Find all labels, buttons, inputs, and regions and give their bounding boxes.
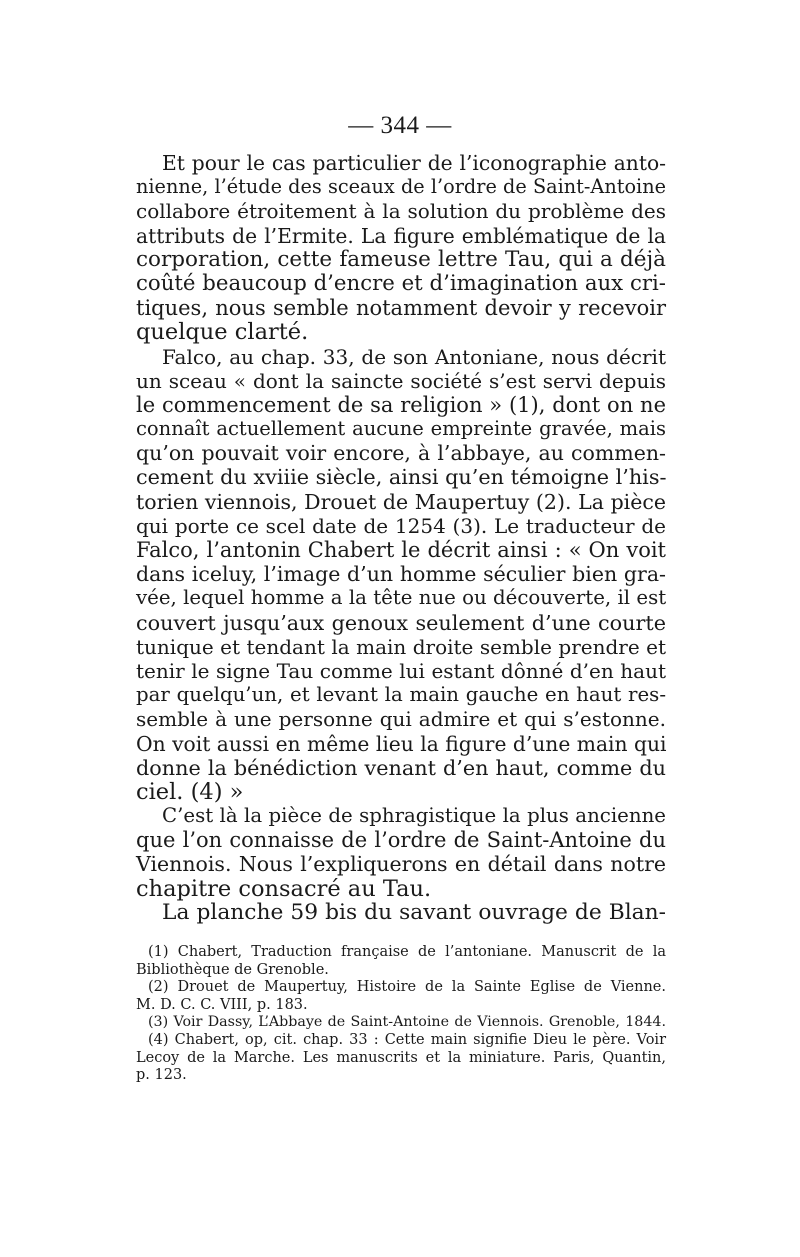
body-line: Et pour le cas particulier de l’iconographie anto- (162, 151, 666, 175)
body-line: nienne, l’étude des sceaux de l’ordre de Saint-Antoine (136, 175, 666, 199)
footnote-line: Lecoy de la Marche. Les manuscrits et la miniature. Paris, Quantin, (136, 1049, 666, 1066)
footnotes (136, 944, 666, 1085)
body-line: dans iceluy, l’image d’un homme séculier bien gra- (136, 562, 666, 587)
page-number: — 344 — (348, 112, 452, 139)
body-line: vée, lequel homme a la tête nue ou découverte, il est (136, 586, 667, 610)
body-line: cement du xviiie siècle, ainsi qu’en témoigne l’his- (136, 465, 667, 490)
footnote-line: (3) Voir Dassy, L’Abbaye de Saint-Antoine de Viennois. Grenoble, 1844. (148, 1014, 666, 1031)
body-line: collabore étroitement à la solution du problème des (136, 199, 666, 224)
body-line: que l’on connaisse de l’ordre de Saint-Antoine du (136, 828, 666, 853)
body-line: connaît actuellement aucune empreinte gravée, mais (136, 417, 666, 441)
body-line: quelque clarté. (136, 319, 309, 346)
body-line: tunique et tendant la main droite semble prendre et (136, 634, 666, 659)
footnote-line: Bibliothèque de Grenoble. (136, 961, 329, 978)
body-line: On voit aussi en même lieu la figure d’une main qui (136, 731, 667, 756)
body-line: qu’on pouvait voir encore, à l’abbaye, au commen- (136, 441, 666, 466)
body-line: donne la bénédiction venant d’en haut, comme du (136, 755, 666, 780)
body-line: Falco, l’antonin Chabert le décrit ainsi : « On voit (136, 538, 666, 562)
footnote-line: p. 123. (136, 1067, 187, 1084)
body-line: chapitre consacré au Tau. (136, 875, 432, 902)
body-line: C’est là la pièce de sphragistique la plus ancienne (162, 804, 666, 828)
footnote-line: (2) Drouet de Maupertuy, Histoire de la Sainte Eglise de Vienne. (148, 979, 666, 996)
body-line: torien viennois, Drouet de Maupertuy (2). La pièce (136, 489, 666, 514)
footnote-line: (1) Chabert, Traduction française de l’antoniane. Manuscrit de la (148, 944, 666, 960)
body-line: tenir le signe Tau comme lui estant dônné d’en haut (136, 658, 666, 683)
footnote-line: (4) Chabert, op, cit. chap. 33 : Cette main signifie Dieu le père. Voir (148, 1031, 666, 1048)
body-line: attributs de l’Ermite. La figure emblématique de la (136, 223, 666, 248)
body-line: corporation, cette fameuse lettre Tau, qui a déjà (136, 246, 666, 272)
body-line: Falco, au chap. 33, de son Antoniane, nous décrit (162, 344, 666, 369)
body-line: par quelqu’un, et levant la main gauche en haut res- (136, 683, 666, 707)
body-line: un sceau « dont la saincte société s’est servi depuis (136, 368, 666, 393)
body-text (136, 151, 666, 925)
body-line: La planche 59 bis du savant ouvrage de Blan- (162, 899, 666, 925)
body-line: couvert jusqu’aux genoux seulement d’une courte (136, 610, 666, 635)
footnote-line: M. D. C. C. VIII, p. 183. (136, 996, 308, 1013)
body-line: Viennois. Nous l’expliquerons en détail dans notre (136, 852, 666, 877)
body-line: le commencement de sa religion » (1), dont on ne (136, 392, 666, 417)
body-line: coûté beaucoup d’encre et d’imagination aux cri- (136, 270, 666, 296)
body-line: semble à une personne qui admire et qui s’estonne. (136, 707, 666, 732)
body-line: ciel. (4) » (136, 778, 244, 805)
body-line: tiques, nous semble notamment devoir y recevoir (136, 296, 666, 321)
body-line: qui porte ce scel date de 1254 (3). Le traducteur de (136, 513, 666, 538)
